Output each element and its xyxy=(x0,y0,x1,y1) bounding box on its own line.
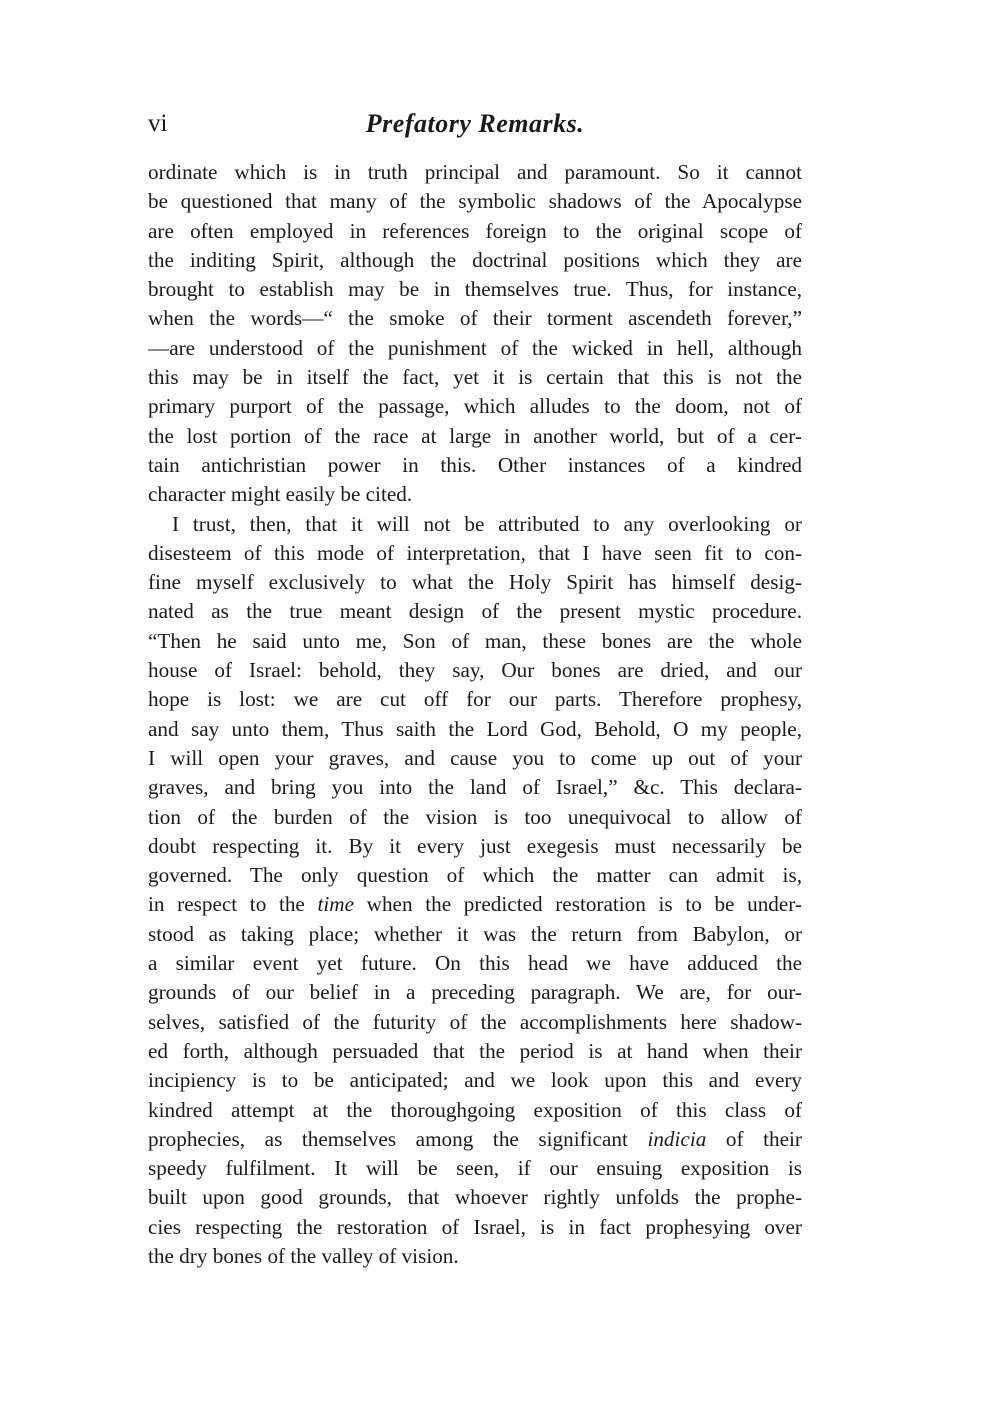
text-line: tain antichristian power in this. Other instances of a kindred xyxy=(148,452,802,477)
running-title: Prefatory Remarks. xyxy=(365,109,585,138)
italic-word-indicia: indicia xyxy=(647,1126,707,1151)
italic-word-time: time xyxy=(317,892,354,917)
text-line-time xyxy=(148,890,802,919)
text-line: primary purport of the passage, which alludes to the doom, not of xyxy=(148,394,802,419)
body-text xyxy=(148,158,802,1271)
page-number: vi xyxy=(148,110,168,137)
text-line: are often employed in references foreign to the original scope of xyxy=(148,218,802,243)
text-line: graves, and bring you into the land of Israel,” &c. This declara- xyxy=(148,775,802,800)
text-fragment: of their xyxy=(706,1126,802,1151)
text-line: this may be in itself the fact, yet it is certain that this is not the xyxy=(148,365,802,390)
text-fragment: in respect to the xyxy=(148,892,318,917)
text-fragment: prophecies, as themselves among the significant xyxy=(148,1126,648,1151)
text-line: a similar event yet future. On this head we have adduced the xyxy=(148,951,802,976)
text-line: hope is lost: we are cut off for our parts. Therefore prophesy, xyxy=(148,687,802,712)
text-line: house of Israel: behold, they say, Our bones are dried, and our xyxy=(148,658,802,683)
text-line: ordinate which is in truth principal and paramount. So it cannot xyxy=(148,160,802,184)
text-line: —are understood of the punishment of the wicked in hell, although xyxy=(148,335,802,360)
text-line: the lost portion of the race at large in another world, but of a cer- xyxy=(148,423,802,448)
text-line: ed forth, although persuaded that the period is at hand when their xyxy=(148,1038,802,1063)
text-line: brought to establish may be in themselves true. Thus, for instance, xyxy=(148,277,802,302)
text-line: the inditing Spirit, although the doctrinal positions which they are xyxy=(148,247,802,272)
text-line: stood as taking place; whether it was the return from Babylon, or xyxy=(148,921,802,946)
text-line: and say unto them, Thus saith the Lord God, Behold, O my people, xyxy=(148,716,802,741)
page-header xyxy=(148,104,802,144)
text-line: I trust, then, that it will not be attributed to any overlooking or xyxy=(172,511,802,536)
text-line: fine myself exclusively to what the Holy Spirit has himself desig- xyxy=(148,570,802,595)
text-line: grounds of our belief in a preceding paragraph. We are, for our- xyxy=(148,980,802,1005)
text-line: doubt respecting it. By it every just exegesis must necessarily be xyxy=(148,833,802,858)
text-line: governed. The only question of which the matter can admit is, xyxy=(148,863,802,888)
text-line: the dry bones of the valley of vision. xyxy=(148,1243,459,1268)
text-line: incipiency is to be anticipated; and we look upon this and every xyxy=(148,1068,802,1093)
text-line: “Then he said unto me, Son of man, these bones are the whole xyxy=(148,628,802,653)
text-fragment: when the predicted restoration is to be under- xyxy=(353,892,802,917)
text-line: cies respecting the restoration of Israel, is in fact prophesying over xyxy=(148,1214,802,1239)
text-line: be questioned that many of the symbolic shadows of the Apocalypse xyxy=(148,189,802,214)
paragraph-2 xyxy=(148,510,802,1272)
paragraph-1 xyxy=(148,158,802,510)
text-line: nated as the true meant design of the present mystic procedure. xyxy=(148,599,802,624)
text-line: when the words—“ the smoke of their torment ascendeth forever,” xyxy=(148,306,802,331)
text-line: character might easily be cited. xyxy=(148,482,413,507)
text-line: tion of the burden of the vision is too unequivocal to allow of xyxy=(148,804,802,829)
text-line-indicia xyxy=(148,1125,802,1154)
text-line: kindred attempt at the thoroughgoing exposition of this class of xyxy=(148,1097,802,1122)
text-line: speedy fulfilment. It will be seen, if our ensuing exposition is xyxy=(148,1156,802,1181)
text-line: built upon good grounds, that whoever rightly unfolds the prophe- xyxy=(148,1185,802,1210)
text-line: I will open your graves, and cause you to come up out of your xyxy=(148,745,802,770)
text-line: disesteem of this mode of interpretation, that I have seen fit to con- xyxy=(148,540,802,565)
text-line: selves, satisfied of the futurity of the accomplishments here shadow- xyxy=(148,1009,802,1034)
